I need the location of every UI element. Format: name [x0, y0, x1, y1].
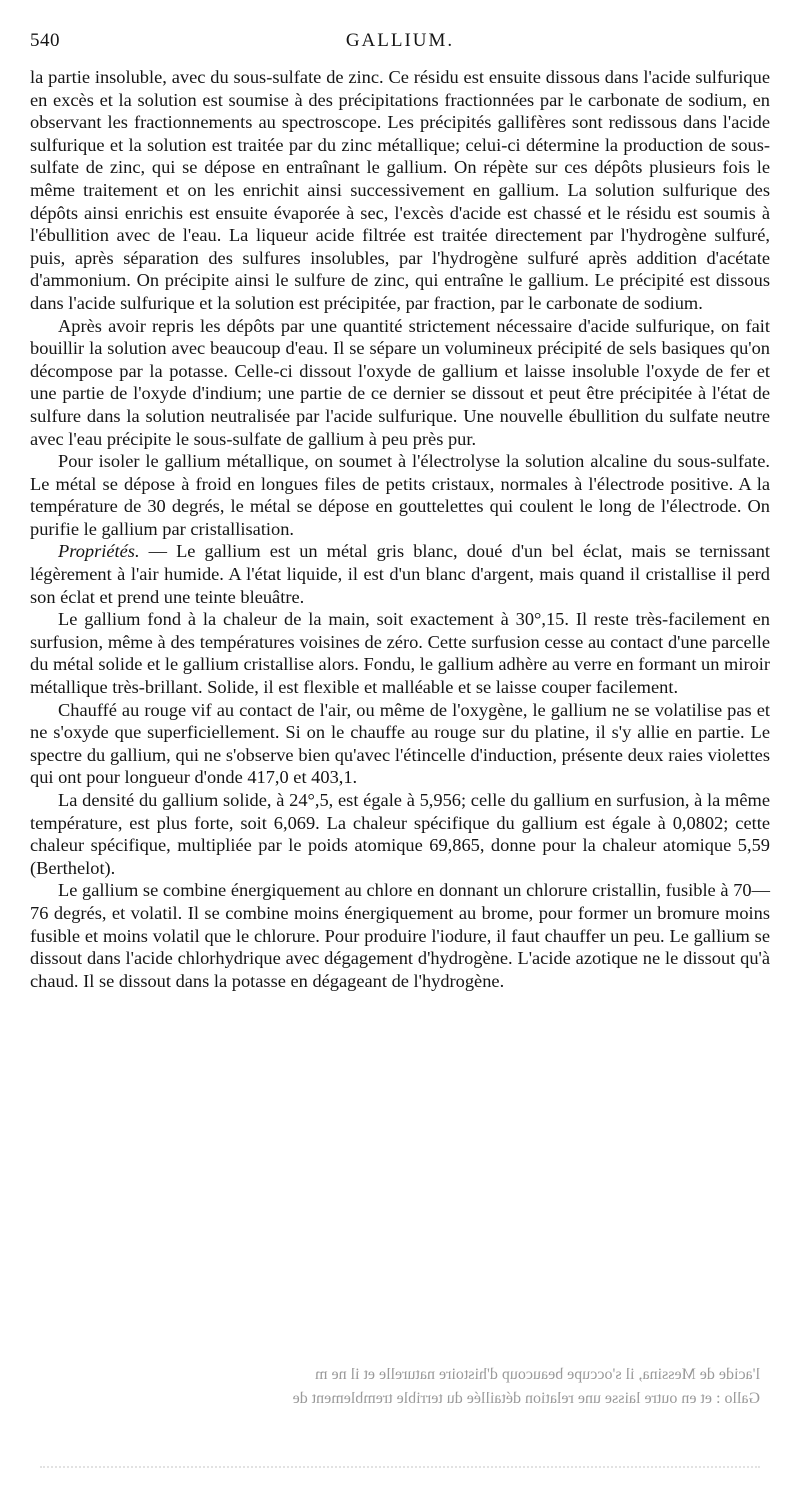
- paragraph-properties-text: — Le gallium est un métal gris blanc, doué d'un bel éclat, mais se ternissant légèrement à l'air humide. A l'état liquide, il est d'un blanc d'argent, mais quand il cristallise il perd son éclat et prend une teinte bleuâtre.: [30, 541, 770, 607]
- paragraph-properties: [30, 540, 770, 608]
- bleed-through-line-1: l'acide de Messina, il s'occupe beaucoup d'histoire naturelle et il ne m: [315, 1366, 760, 1383]
- paragraph-melting: Le gallium fond à la chaleur de la main, soit exactement à 30°,15. Il reste très-facilement en surfusion, même à des températures voisines de zéro. Cette surfusion cesse au contact d'une parcelle du métal solide et le gallium cristallise alors. Fondu, le gallium adhère au verre en formant un miroir métallique très-brillant. Solide, il est flexible et malléable et se laisse couper facilement.: [30, 609, 771, 698]
- paragraph-halogens: Le gallium se combine énergiquement au chlore en donnant un chlorure cristallin, fusible à 70—76 degrés, et volatil. Il se combine moins énergiquement au brome, pour former un bromure moins fusible et moins volatil que le chlorure. Pour produire l'iodure, il faut chauffer un peu. Le gallium se dissout dans l'acide chlorhydrique avec dégagement d'hydrogène. L'acide azotique ne le dissout qu'à chaud. Il se dissout dans la potasse en dégageant de l'hydrogène.: [30, 880, 770, 991]
- paragraph-density: La densité du gallium solide, à 24°,5, est égale à 5,956; celle du gallium en surfusion, à la même température, est plus forte, soit 6,069. La chaleur spécifique du gallium est égale à 0,0802; cette chaleur spécifique, multipliée par le poids atomique 69,865, donne pour la chaleur atomique 5,59 (Berthelot).: [30, 790, 770, 878]
- paragraph-electrolysis: Pour isoler le gallium métallique, on soumet à l'électrolyse la solution alcaline du sous-sulfate. Le métal se dépose à froid en longues files de petits cristaux, normales à l'électrode positive. A la température de 30 degrés, le métal se dépose en gouttelettes qui coulent le long de l'électrode. On purifie le gallium par cristallisation.: [30, 451, 770, 539]
- running-head-title: GALLIUM.: [345, 30, 455, 51]
- page-header: [30, 30, 770, 60]
- body-text: [30, 66, 770, 992]
- section-label-proprietes: Propriétés.: [58, 541, 140, 562]
- paragraph-preparation-continued: la partie insoluble, avec du sous-sulfate de zinc. Ce résidu est ensuite dissous dans l'acide sulfurique en excès et la solution est soumise à des précipitations fractionnées par le carbonate de sodium, en observant les fractionnements au spectroscope. Les précipités gallifères sont redissous dans l'acide sulfurique et la solution est traitée par du zinc métallique; celui-ci détermine la production de sous-sulfate de zinc, qui se dépose en entraînant le gallium. On répète sur ces dépôts plusieurs fois le même traitement et on les enrichit ainsi successivement en gallium. La solution sulfurique des dépôts ainsi enrichis est ensuite évaporée à sec, l'excès d'acide est chassé et le résidu est soumis à l'ébullition avec de l'eau. La liqueur acide filtrée est traitée directement par l'hydrogène sulfuré, puis, après séparation des sulfures insolubles, par l'hydrogène sulfuré après addition d'acétate d'ammonium. On précipite ainsi le sulfure de zinc, qui entraîne le gallium. Le précipité est dissous dans l'acide sulfurique et la solution est précipitée, par fraction, par le carbonate de sodium.: [30, 67, 770, 313]
- paragraph-basic-salts: Après avoir repris les dépôts par une quantité strictement nécessaire d'acide sulfurique, on fait bouillir la solution avec beaucoup d'eau. Il se sépare un volumineux précipité de sels basiques qu'on décompose par la potasse. Celle-ci dissout l'oxyde de gallium et laisse insoluble l'oxyde de fer et une partie de l'oxyde d'indium; une partie de ce dernier se dissout et peut être précipitée à l'état de sulfure dans la solution neutralisée par l'acide sulfurique. Une nouvelle ébullition du sulfate neutre avec l'eau précipite le sous-sulfate de gallium à peu près pur.: [30, 315, 770, 449]
- bleed-through-line-2: Gallo : et en outre laisse une relation détaillée du terrible tremblement de: [292, 1390, 760, 1407]
- page-number: 540: [30, 30, 60, 51]
- bleed-through-rule: [40, 1466, 760, 1470]
- paragraph-heating: Chauffé au rouge vif au contact de l'air, ou même de l'oxygène, le gallium ne se volatilise pas et ne s'oxyde que superficiellement. Si on le chauffe au rouge sur du platine, il s'y allie en partie. Le spectre du gallium, qui ne s'observe bien qu'avec l'étincelle d'induction, présente deux raies violettes qui ont pour longueur d'onde 417,0 et 403,1.: [30, 699, 770, 788]
